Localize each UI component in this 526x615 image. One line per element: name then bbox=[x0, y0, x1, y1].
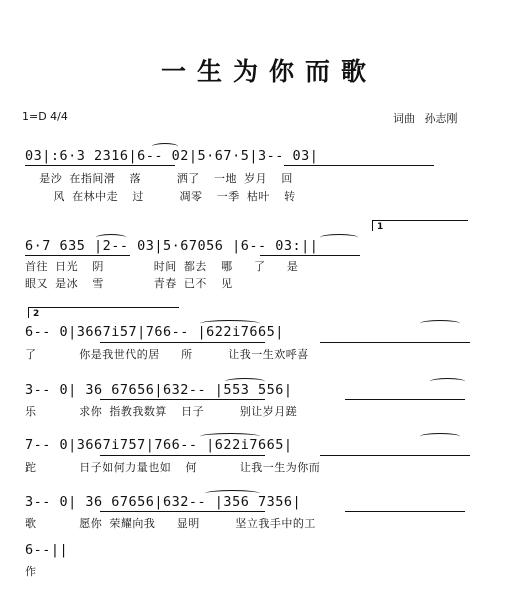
lyric-line-5: 跎 日子如何力量也如 何 让我一生为你而 bbox=[25, 461, 321, 474]
volta-bracket-2 bbox=[28, 307, 179, 318]
credit-line: 词曲 孙志刚 bbox=[393, 112, 458, 125]
lyric-line-7: 作 bbox=[25, 565, 37, 578]
beam-underline bbox=[25, 255, 130, 256]
slur-mark bbox=[205, 490, 260, 497]
beam-underline bbox=[345, 399, 465, 400]
slur-mark bbox=[430, 378, 465, 385]
song-title: 一生为你而歌 bbox=[160, 57, 377, 86]
beam-underline bbox=[100, 511, 265, 512]
slur-mark bbox=[200, 433, 260, 440]
slur-mark bbox=[225, 378, 265, 385]
beam-underline bbox=[284, 165, 434, 166]
slur-mark bbox=[320, 234, 358, 241]
beam-underline bbox=[100, 399, 265, 400]
slur-mark bbox=[420, 320, 460, 327]
notation-line-4: 3-- 0| 36 67656|632-- |553 556| bbox=[25, 382, 293, 398]
slur-mark bbox=[96, 234, 126, 241]
lyric-line-3: 了 你是我世代的居 所 让我一生欢呼喜 bbox=[25, 348, 309, 361]
volta-bracket-1 bbox=[372, 220, 468, 231]
slur-mark bbox=[152, 143, 178, 150]
lyric-line-1-verse-1: 是沙 在指间滑 落 洒了 一地 岁月 回 bbox=[25, 172, 293, 185]
lyric-line-1-verse-2: 风 在林中走 过 凋零 一季 枯叶 转 bbox=[25, 190, 296, 203]
beam-underline bbox=[345, 511, 465, 512]
notation-line-3: 6-- 0|3667i57|766-- |622i7665| bbox=[25, 324, 284, 340]
key-signature: 1=D 4/4 bbox=[22, 110, 68, 123]
beam-underline bbox=[100, 342, 265, 343]
notation-line-7: 6--|| bbox=[25, 542, 69, 558]
beam-underline bbox=[320, 342, 470, 343]
notation-line-6: 3-- 0| 36 67656|632-- |356 7356| bbox=[25, 494, 302, 510]
slur-mark bbox=[420, 433, 460, 440]
beam-underline bbox=[320, 455, 470, 456]
volta-number-2: 2 bbox=[33, 309, 40, 319]
lyric-line-6: 歌 愿你 荣耀向我 显明 坚立我手中的工 bbox=[25, 517, 316, 530]
notation-line-2: 6·7 635 |2-- 03|5·67056 |6-- 03:|| bbox=[25, 238, 319, 254]
beam-underline bbox=[260, 255, 360, 256]
volta-number-1: 1 bbox=[377, 222, 384, 232]
notation-line-1: 03|:6·3 2316|6-- 02|5·67·5|3-- 03| bbox=[25, 148, 319, 164]
lyric-line-2-verse-2: 眼又 是冰 雪 青春 已不 见 bbox=[25, 277, 233, 290]
beam-underline bbox=[25, 165, 175, 166]
notation-line-5: 7-- 0|3667i757|766-- |622i7665| bbox=[25, 437, 293, 453]
slur-mark bbox=[200, 320, 260, 327]
beam-underline bbox=[100, 455, 265, 456]
lyric-line-4: 乐 求你 指教我数算 日子 别让岁月蹉 bbox=[25, 405, 298, 418]
lyric-line-2-verse-1: 首往 日光 阴 时间 都去 哪 了 是 bbox=[25, 260, 299, 273]
